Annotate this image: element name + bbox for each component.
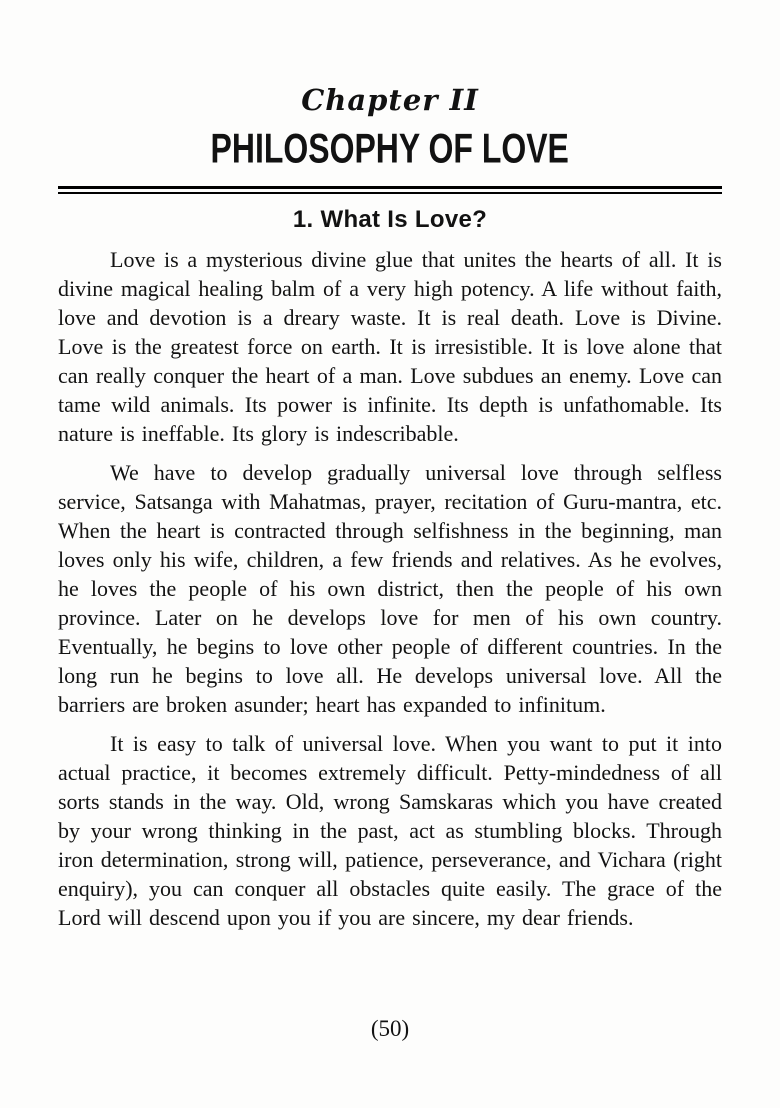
- body-paragraph: We have to develop gradually universal love through selfless service, Satsanga with Mahatmas, prayer, recitation of Guru-mantra, etc. When the heart is contracted through selfishness in the beginning, man loves only his wife, children, a few friends and relatives. As he evolves, he loves the people of his own district, then the people of his own province. Later on he develops love for men of his own country. Eventually, he begins to love other people of different countries. In the long run he begins to love all. He develops universal love. All the barriers are broken asunder; heart has expanded to infinitum.: [58, 460, 722, 717]
- body-paragraph: Love is a mysterious divine glue that unites the hearts of all. It is divine magical healing balm of a very high potency. A life without faith, love and devotion is a dreary waste. It is real death. Love is Divine. Love is the greatest force on earth. It is irresistible. It is love alone that can really conquer the heart of a man. Love subdues an enemy. Love can tame wild animals. Its power is infinite. Its depth is unfathomable. Its nature is ineffable. Its glory is indescribable.: [58, 247, 722, 446]
- title-divider-rule: [58, 186, 722, 194]
- section-heading: 1. What Is Love?: [292, 206, 488, 233]
- chapter-label: Chapter II: [301, 83, 479, 117]
- page-title: [58, 124, 722, 176]
- body-text: [58, 245, 722, 932]
- page-title-text: PHILOSOPHY OF LOVE: [210, 124, 570, 172]
- page-number: (50): [370, 1016, 410, 1041]
- body-paragraph: It is easy to talk of universal love. When you want to put it into actual practice, it becomes extremely difficult. Petty-mindedness of all sorts stands in the way. Old, wrong Samskaras which you have created by your wrong thinking in the past, act as stumbling blocks. Through iron determination, strong will, patience, perseverance, and Vichara (right enquiry), you can conquer all obstacles quite easily. The grace of the Lord will descend upon you if you are sincere, my dear friends.: [58, 731, 722, 930]
